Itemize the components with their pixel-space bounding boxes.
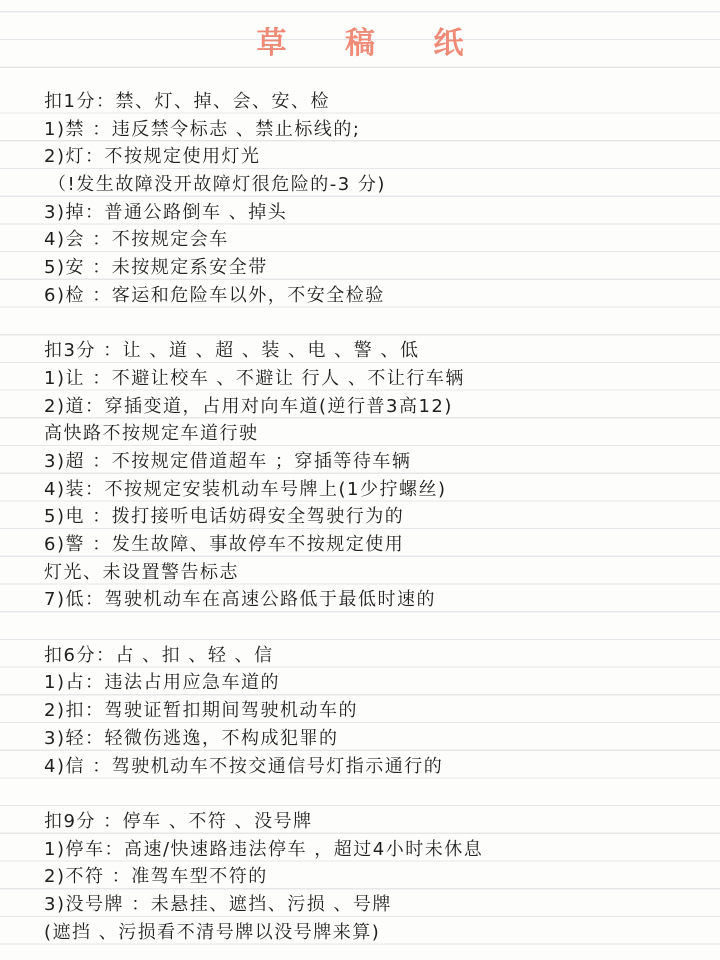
note-line: 2)道：穿插变道，占用对向车道(逆行普3高12) [44,395,453,417]
note-line: 灯光、未设置警告标志 [44,561,239,583]
note-line: (遮挡 、污损看不清号牌以没号牌来算) [44,921,381,943]
note-line: 1)占：违法占用应急车道的 [44,672,280,694]
note-line: 1)让 ：不避让校车 、不避让 行人 、不让行车辆 [44,367,465,389]
note-line: （!发生故障没开故障灯很危险的-3 分) [48,174,386,196]
note-line: 高快路不按规定车道行驶 [44,423,259,445]
note-line: 6)检 ：客运和危险车以外，不安全检验 [44,284,385,306]
note-line: 4)会 ：不按规定会车 [44,229,229,251]
note-line: 5)安 ：未按规定系安全带 [44,257,268,279]
section-spacer [44,780,700,808]
section-spacer [44,310,700,338]
note-line: 6)警 ：发生故障、事故停车不按规定使用 [44,534,405,555]
note-line: 7)低：驾驶机动车在高速公路低于最低时速的 [44,589,436,611]
note-line: 2)扣：驾驶证暂扣期间驾驶机动车的 [44,700,358,722]
note-line: 3)轻：轻微伤逃逸，不构成犯罪的 [44,727,339,749]
section-heading-4: 扣9分 ：停车 、不符 、没号牌 [44,810,313,832]
note-line: 5)电 ：拨打接听电话妨碍安全驾驶行为的 [44,506,405,528]
section-spacer [44,614,700,642]
note-line: 1)禁 ：违反禁令标志 、禁止标线的; [44,118,361,140]
note-line: 4)装：不按规定安装机动车号牌上(1少拧螺丝) [44,478,447,500]
section-heading-1: 扣1分：禁、灯、掉、会、安、检 [44,91,330,112]
section-heading-3: 扣6分：占 、扣 、轻 、信 [44,644,274,666]
note-line: 2)灯：不按规定使用灯光 [44,146,261,168]
notes-content [44,88,700,946]
note-line: 1)停车：高速/快速路违法停车 ，超过4小时未休息 [44,838,484,860]
note-line: 3)超 ：不按规定借道超车 ；穿插等待车辆 [44,450,412,472]
note-line: 3)掉：普通公路倒车 、掉头 [44,201,288,223]
note-line: 4)信 ：驾驶机动车不按交通信号灯指示通行的 [44,755,444,777]
note-line: 3)没号牌 ：未悬挂、遮挡、污损 、号牌 [44,893,392,915]
note-line: 2)不符 ：准驾车型不符的 [44,866,268,888]
page-title: 草 稿 纸 [256,26,488,61]
section-heading-2: 扣3分 ：让 、道 、超 、装 、电 、警 、低 [44,340,420,362]
